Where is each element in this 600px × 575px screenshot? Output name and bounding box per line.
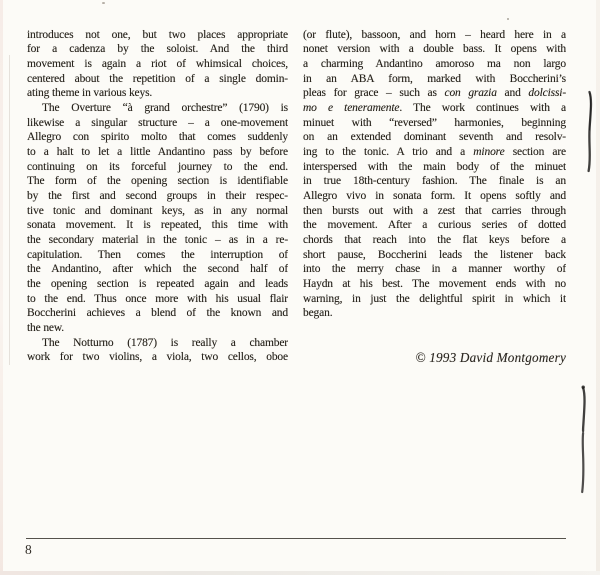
binding-staple-mark xyxy=(584,90,596,179)
text-line: mo e teneramente. The work continues with a xyxy=(303,101,566,114)
text-line: in an ABA form, marked with Boccherini’s xyxy=(303,72,566,85)
text-line: the movement. After a curious series of dotted xyxy=(303,219,566,232)
text-line: on an extended dominant seventh and resolv- xyxy=(303,131,566,144)
text-line: centered about the repetition of a single domin- xyxy=(27,72,288,85)
text-line: tive tonic and dominant keys, as in any normal xyxy=(27,204,288,217)
dust-speck xyxy=(102,2,105,4)
text-line: the secondary material in the tonic – as in a re- xyxy=(27,233,288,246)
binding-staple-mark xyxy=(576,384,590,501)
text-line: movement is again a riot of whimsical choices, xyxy=(27,57,288,70)
text-line: Haydn at his best. The movement ends with no xyxy=(303,277,566,290)
text-line: The Overture “à grand orchestre” (1790) is xyxy=(42,101,288,114)
text-line: to the end. Thus once more with his usual flair xyxy=(27,292,288,305)
text-line: The form of the opening section is identifiable xyxy=(27,175,288,188)
text-line: short pause, Boccherini leads the listener back xyxy=(303,248,566,261)
footer-rule xyxy=(26,538,566,539)
text-line: for a cadenza by the soloist. And the third xyxy=(27,43,288,56)
text-line: likewise a singular structure – a one-movement xyxy=(27,116,288,129)
scan-edge-bottom xyxy=(0,571,600,575)
text-line: the new. xyxy=(27,321,65,334)
text-line: the Andantino, after which the second half of xyxy=(27,263,288,276)
dust-speck xyxy=(507,18,509,20)
text-line: Boccherini achieves a blend of the known and xyxy=(27,307,288,320)
text-line: capitulation. Then comes the interruption of xyxy=(27,248,288,261)
text-line: to a halt to let a little Andantino pass by before xyxy=(27,145,288,158)
text-line: by the first and second groups in their respec- xyxy=(27,189,288,202)
text-line: warning, in just the delightful spirit in which it xyxy=(303,292,566,305)
text-line: then bursts out with a zest that carries through xyxy=(303,204,566,217)
text-line: sonata movement. It is repeated, this time with xyxy=(27,219,288,232)
scan-edge-right xyxy=(596,0,600,575)
text-line: ating theme in various keys. xyxy=(27,87,153,100)
text-line: in true 18th-century fashion. The finale is an xyxy=(303,175,566,188)
text-line: began. xyxy=(303,307,333,320)
text-line: ing to the tonic. A trio and a minore section are xyxy=(303,145,566,158)
text-line: chords that reach into the flat keys before a xyxy=(303,233,566,246)
text-line: a charming Andantino amoroso ma non largo xyxy=(303,57,566,70)
text-line: work for two violins, a viola, two cellos, oboe xyxy=(27,351,288,364)
scan-edge-left xyxy=(0,0,3,575)
text-line: the opening section is repeated again and leads xyxy=(27,277,288,290)
text-line: Allegro con spirito molto that comes suddenly xyxy=(27,131,288,144)
text-line: interspersed with the main body of the minuet xyxy=(303,160,566,173)
text-line: (or flute), bassoon, and horn – heard here in a xyxy=(303,28,566,41)
text-line: The Notturno (1787) is really a chamber xyxy=(42,336,288,349)
text-line: pleas for grace – such as con grazia and dolcissi- xyxy=(303,87,566,100)
text-line: continuing on its forceful journey to the end. xyxy=(27,160,288,173)
text-line: minuet with “reversed” harmonies, beginning xyxy=(303,116,566,129)
text-line: nonet version with a double bass. It opens with xyxy=(303,43,566,56)
text-line: introduces not one, but two places appropriate xyxy=(27,28,288,41)
text-column-right xyxy=(303,28,566,321)
copyright-line: © 1993 David Montgomery xyxy=(415,350,566,365)
text-column-left xyxy=(27,28,288,365)
text-line: Allegro vivo in sonata form. It opens softly and xyxy=(303,189,566,202)
text-line: into the merry chase in a manner worthy of xyxy=(303,263,566,276)
scan-artifact-line xyxy=(9,55,10,365)
page-number: 8 xyxy=(25,542,32,557)
